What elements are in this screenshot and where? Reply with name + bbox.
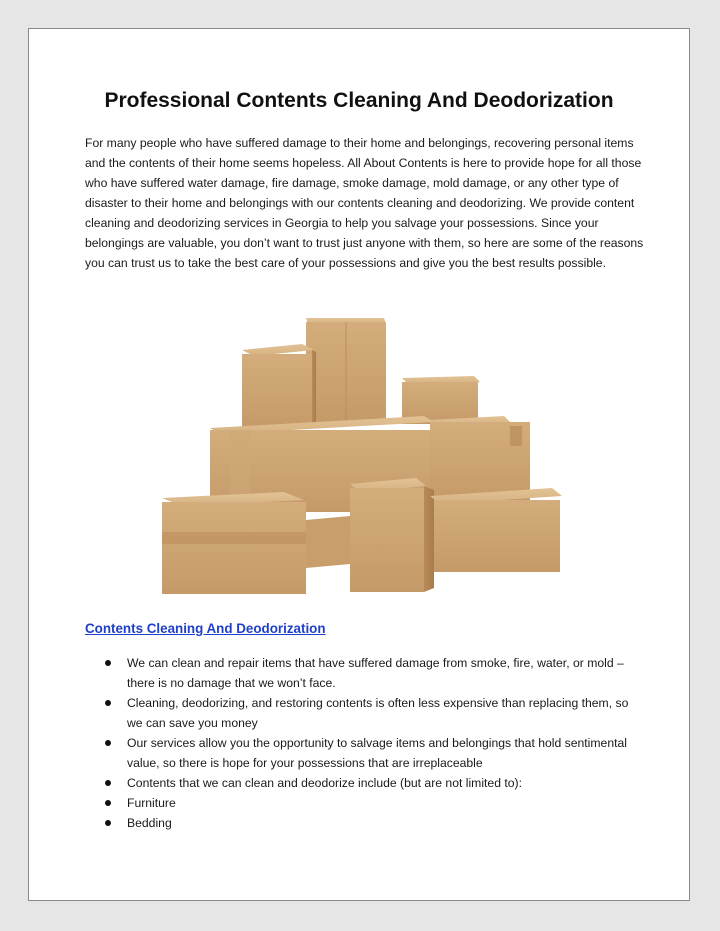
services-bullet-list xyxy=(85,653,645,833)
bullet-icon xyxy=(105,700,111,706)
bullet-icon xyxy=(105,780,111,786)
list-item xyxy=(85,793,645,813)
bullet-icon xyxy=(105,820,111,826)
page-title: Professional Contents Cleaning And Deodorization xyxy=(104,89,614,112)
box-bottom-left xyxy=(162,492,306,594)
bullet-icon xyxy=(105,740,111,746)
section-heading-link[interactable]: Contents Cleaning And Deodorization xyxy=(85,621,326,636)
box-right-middle xyxy=(430,416,530,502)
list-item-text: Contents that we can clean and deodorize include (but are not limited to): xyxy=(127,776,522,790)
list-item xyxy=(85,733,645,773)
list-item xyxy=(85,813,645,833)
box-bottom-middle xyxy=(350,478,434,592)
list-item xyxy=(85,693,645,733)
list-item xyxy=(85,653,645,693)
list-item-text: We can clean and repair items that have suffered damage from smoke, fire, water, or mold – there is no damage that we won’t face. xyxy=(127,656,624,690)
intro-paragraph: For many people who have suffered damage to their home and belongings, recovering personal items and the contents of their home seems hopeless. All About Contents is here to provide hope for all those who have suffered water damage, fire damage, smoke damage, mold damage, or any other type of disaster to their home and belongings with our contents cleaning and deodorizing. We provide content cleaning and deodorizing services in Georgia to help you salvage your possessions. Since your belongings are valuable, you don’t want to trust just anyone with them, so here are some of the reasons you can trust us to take the best care of your possessions and give you the best results possible. xyxy=(85,136,644,270)
box-upper-left xyxy=(242,344,316,428)
document-page xyxy=(28,28,690,901)
bullet-icon xyxy=(105,660,111,666)
bullet-icon xyxy=(105,800,111,806)
list-item-text: Bedding xyxy=(127,816,172,830)
list-item-text: Our services allow you the opportunity to salvage items and belongings that hold sentimental value, so there is hope for your possessions that are irreplaceable xyxy=(127,736,627,770)
boxes-illustration xyxy=(134,302,587,605)
box-top-tall xyxy=(306,318,386,422)
cardboard-boxes-image xyxy=(134,302,587,605)
list-item-text: Cleaning, deodorizing, and restoring contents is often less expensive than replacing them, so we can save you money xyxy=(127,696,629,730)
list-item xyxy=(85,773,645,793)
list-item-text: Furniture xyxy=(127,796,176,810)
